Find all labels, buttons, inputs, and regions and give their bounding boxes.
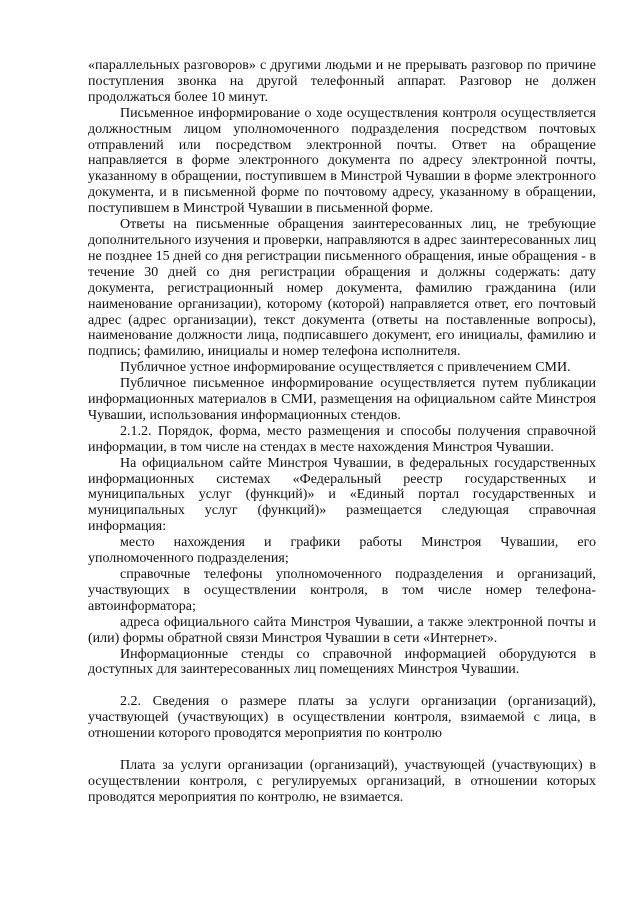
paragraph-fee: Плата за услуги организации (организаций), участвующей (участвующих) в осуществлении контроля, с регулируемых организаций, в отношении которых проводятся мероприятия по контролю, не взимается.	[88, 758, 596, 805]
section-2-1-2-heading: 2.1.2. Порядок, форма, место размещения и способы получения справочной информации, в том числе на стендах в месте нахождения Минстроя Чувашии.	[88, 423, 596, 455]
document-page	[88, 58, 596, 806]
paragraph-written-replies: Ответы на письменные обращения заинтересованных лиц, не требующие дополнительного изучения и проверки, направляются в адрес заинтересованных лиц не позднее 15 дней со дня регистрации письменного обращения, иные обращения - в течение 30 дней со дня регистрации обращения и должны содержать: дату документа, регистрационный номер документа, фамилию гражданина (или наименование организации), которому (которой) направляется ответ, его почтовый адрес (адрес организации), текст документа (ответы на поставленные вопросы), наименование должности лица, подписавшего документ, его инициалы, фамилию и подпись; фамилию, инициалы и номер телефона исполнителя.	[88, 217, 596, 360]
list-item-phones: справочные телефоны уполномоченного подразделения и организаций, участвующих в осуществлении контроля, в том числе номер телефона-автоинформатора;	[88, 567, 596, 614]
paragraph-official-site: На официальном сайте Минстроя Чувашии, в федеральных государственных информационных системах «Федеральный реестр государственных и муниципальных услуг (функций)» и «Единый портал государственных и муниципальных услуг (функций)» размещается следующая справочная информация:	[88, 455, 596, 535]
list-item-location: место нахождения и графики работы Минстроя Чувашии, его уполномоченного подразделения;	[88, 535, 596, 567]
paragraph-written-informing: Письменное информирование о ходе осуществления контроля осуществляется должностным лицом уполномоченного подразделения посредством почтовых отправлений или посредством электронной почты. Ответ на обращение направляется в форме электронного документа по адресу электронной почты, указанному в обращении, поступившем в Минстрой Чувашии в форме электронного документа, и в письменной форме по почтовому адресу, указанному в обращении, поступившем в Минстрой Чувашии в письменной форме.	[88, 105, 596, 217]
paragraph-public-oral: Публичное устное информирование осуществляется с привлечением СМИ.	[120, 360, 571, 376]
paragraph-info-stands: Информационные стенды со справочной информацией оборудуются в доступных для заинтересованных лиц помещениях Минстроя Чувашии.	[88, 646, 596, 678]
paragraph-public-written: Публичное письменное информирование осуществляется путем публикации информационных материалов в СМИ, размещения на официальном сайте Минстроя Чувашии, использования информационных стендов.	[88, 376, 596, 423]
paragraph-phone-continuation: «параллельных разговоров» с другими людьми и не прерывать разговор по причине поступления звонка на другой телефонный аппарат. Разговор не должен продолжаться более 10 минут.	[88, 58, 596, 105]
section-2-2-heading: 2.2. Сведения о размере платы за услуги организации (организаций), участвующей (участвующих) в осуществлении контроля, взимаемой с лица, в отношении которого проводятся мероприятия по контролю	[88, 694, 596, 742]
list-item-addresses: адреса официального сайта Минстроя Чувашии, а также электронной почты и (или) формы обратной связи Минстроя Чувашии в сети «Интернет».	[88, 614, 596, 646]
